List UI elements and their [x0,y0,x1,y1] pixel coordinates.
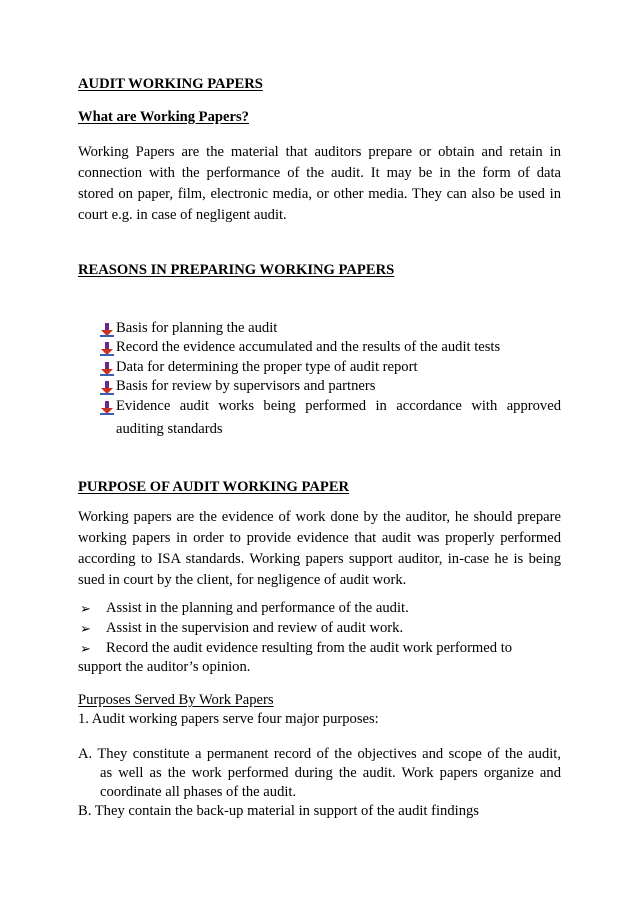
reason-item: Basis for review by supervisors and partners [116,378,376,394]
chevron-right-icon: ➢ [80,622,91,637]
arrow-down-icon [100,323,114,337]
chevron-right-icon: ➢ [80,602,91,617]
purpose-bullet: Record the audit evidence resulting from the audit work performed to [106,640,513,656]
purpose-heading: PURPOSE OF AUDIT WORKING PAPER [78,479,350,495]
arrow-down-icon [100,381,114,395]
arrow-down-icon [100,342,114,356]
served-point-a-line-3: coordinate all phases of the audit. [100,784,297,800]
intro-line-1: Working Papers are the material that auditors prepare or obtain and retain in [78,144,561,160]
served-point-a-line-1: A. They constitute a permanent record of the objectives and scope of the audit, [78,746,561,762]
document-title: AUDIT WORKING PAPERS [78,76,263,92]
intro-line-3: stored on paper, film, electronic media, or other media. They can also be used in [78,186,561,202]
arrow-down-icon [100,401,114,415]
reason-item: Evidence audit works being performed in accordance with approved [116,398,561,414]
reason-item-continuation: auditing standards [116,421,223,437]
arrow-down-icon [100,362,114,376]
served-point-a-line-2: as well as the work performed during the audit. Work papers organize and [100,765,561,781]
served-heading: Purposes Served By Work Papers [78,692,274,708]
reason-item: Basis for planning the audit [116,320,278,336]
reason-item: Data for determining the proper type of audit report [116,359,418,375]
purpose-line-3: according to ISA standards. Working papers support auditor, in-case he is being [78,551,561,567]
purpose-bullet: Assist in the supervision and review of audit work. [106,620,404,636]
reasons-heading: REASONS IN PREPARING WORKING PAPERS [78,262,395,278]
served-point-1: 1. Audit working papers serve four major purposes: [78,711,379,727]
chevron-right-icon: ➢ [80,642,91,657]
intro-line-4: court e.g. in case of negligent audit. [78,207,287,223]
purpose-bullet-continuation: support the auditor’s opinion. [78,659,251,675]
section-subtitle: What are Working Papers? [78,109,249,125]
intro-line-2: connection with the performance of the audit. It may be in the form of data [78,165,561,181]
purpose-line-1: Working papers are the evidence of work done by the auditor, he should prepare [78,509,561,525]
reason-item: Record the evidence accumulated and the results of the audit tests [116,339,501,355]
purpose-bullet: Assist in the planning and performance of the audit. [106,600,409,616]
served-point-b: B. They contain the back-up material in support of the audit findings [78,803,479,819]
purpose-line-4: sued in court by the client, for negligence of audit work. [78,572,407,588]
purpose-line-2: working papers in order to provide evidence that audit was properly performed [78,530,561,546]
